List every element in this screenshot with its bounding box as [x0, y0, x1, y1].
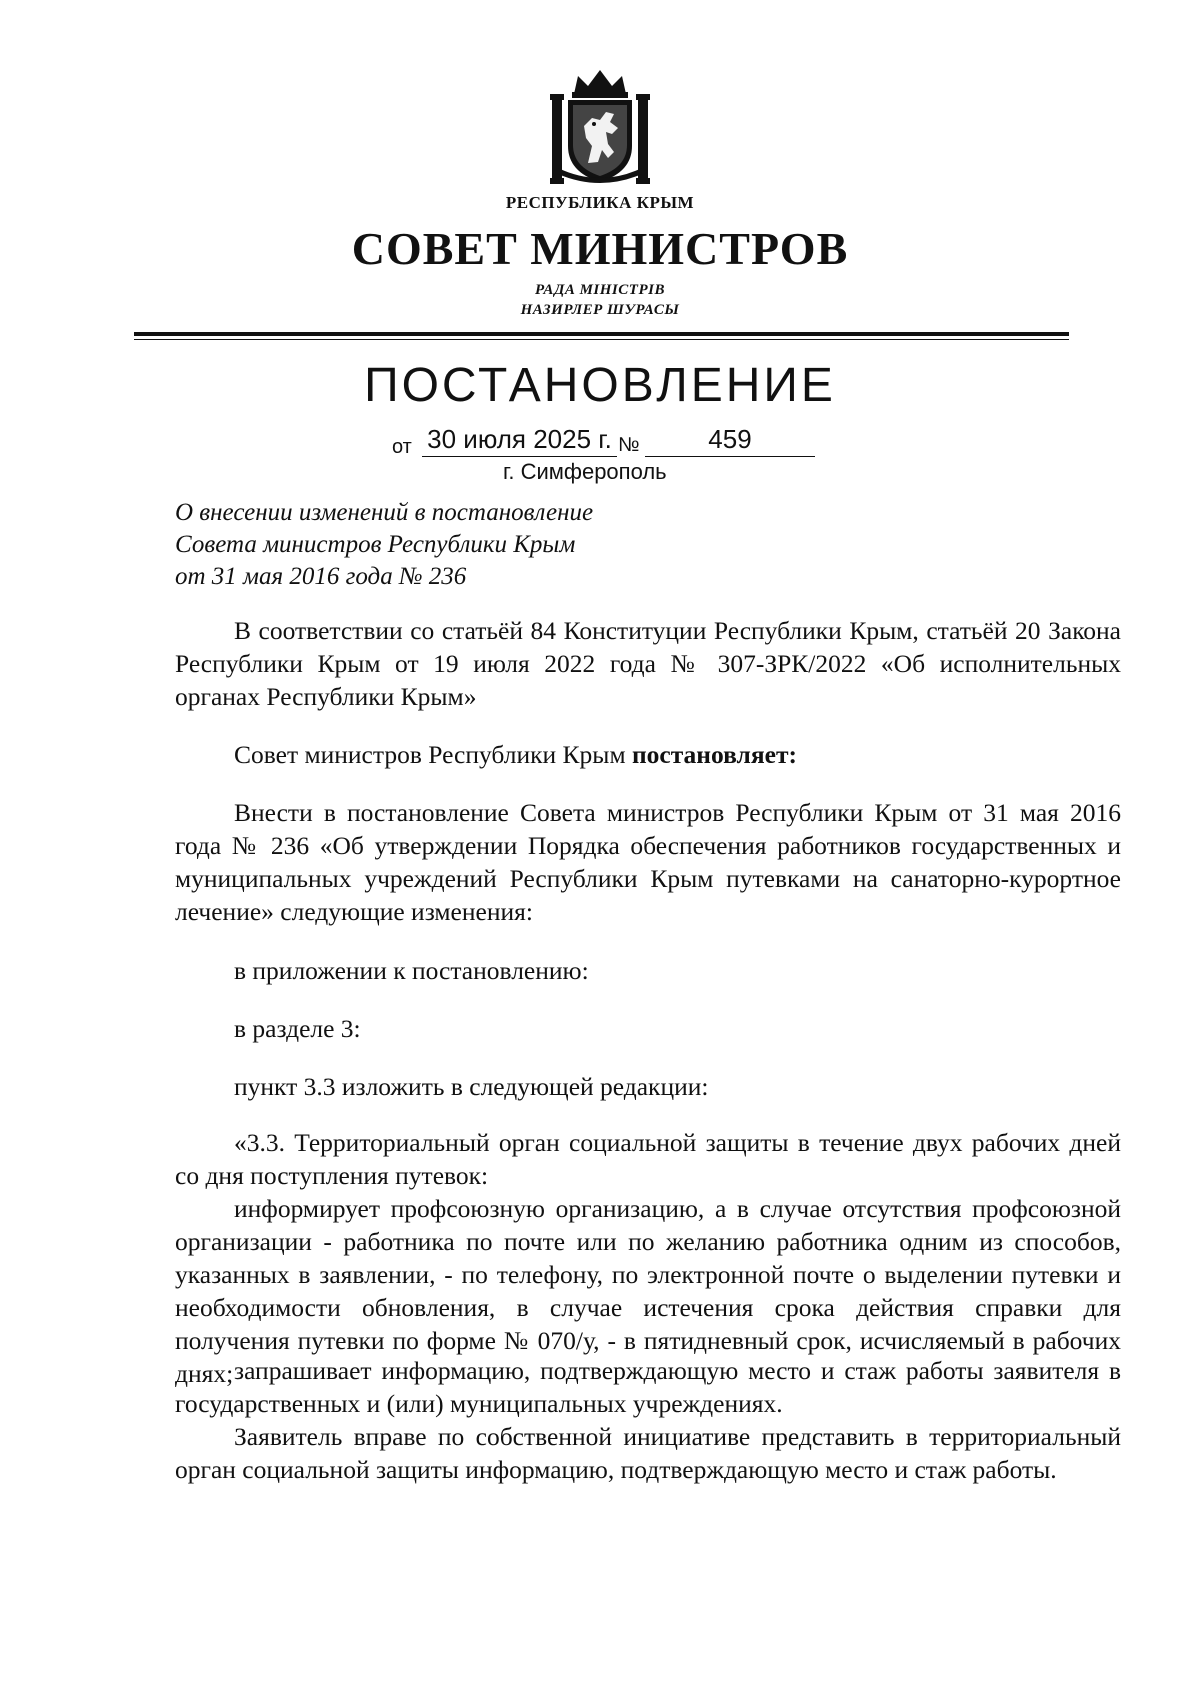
number-sign: №: [618, 434, 640, 456]
date-prefix: от: [392, 436, 412, 458]
document-number: 459: [645, 424, 815, 457]
header-divider-thin: [134, 339, 1069, 340]
document-type-title: ПОСТАНОВЛЕНИЕ: [364, 359, 836, 412]
council-name-crimean-tatar: НАЗИРЛЕР ШУРАСЫ: [520, 302, 680, 318]
paragraph-clause: пункт 3.3 изложить в следующей редакции:: [234, 1072, 709, 1101]
subject-line: О внесении изменений в постановление: [175, 499, 594, 526]
paragraph-clause-3-3: «3.3. Территориальный орган социальной защиты в течение двух рабочих дней со дня поступления путевок:: [175, 1128, 1121, 1190]
paragraph-legal-basis: В соответствии со статьёй 84 Конституции Республики Крым, статьёй 20 Закона Республики Крым от 19 июля 2022 года № 307-ЗРК/2022 «Об исполнительных органах Республики Крым»: [175, 616, 1121, 711]
document-subject: [175, 497, 775, 593]
paragraph-amendment: Внести в постановление Совета министров Республики Крым от 31 мая 2016 года № 236 «Об утверждении Порядка обеспечения работников государственных и муниципальных учреждений Республики Крым путевками на санаторно-курортное лечение» следующие изменения:: [175, 798, 1121, 926]
subject-line: Совета министров Республики Крым: [175, 531, 576, 558]
subject-line: от 31 мая 2016 года № 236: [175, 563, 467, 590]
paragraph-informs: информирует профсоюзную организацию, а в случае отсутствия профсоюзной организации - работника по почте или по желанию работника одним из способов, указанных в заявлении, - по телефону, по электронной почте о выделении путевки и необходимости обновления, в случае истечения срока действия справки для получения путевки по форме № 070/у, - в пятидневный срок, исчисляемый в рабочих днях;: [175, 1194, 1121, 1388]
council-name: СОВЕТ МИНИСТРОВ: [351, 223, 849, 274]
republic-name: РЕСПУБЛИКА КРЫМ: [505, 193, 695, 212]
paragraph-requests: запрашивает информацию, подтверждающую место и стаж работы заявителя в государственных и (или) муниципальных учреждениях.: [175, 1356, 1121, 1418]
header-divider-thick: [134, 332, 1069, 336]
date-number-line: [392, 424, 812, 464]
paragraph-resolves: [175, 738, 1121, 771]
document-date: 30 июля 2025 г.: [422, 424, 617, 457]
council-name-ukrainian: РАДА МІНІСТРІВ: [535, 282, 665, 298]
crimea-coat-of-arms-icon: [548, 68, 652, 186]
city-name: г. Симферополь: [503, 459, 667, 484]
resolves-subject: Совет министров Республики Крым: [234, 740, 626, 769]
paragraph-annex: в приложении к постановлению:: [234, 956, 589, 985]
paragraph-applicant: Заявитель вправе по собственной инициативе представить в территориальный орган социальной защиты информацию, подтверждающую место и стаж работы.: [175, 1422, 1121, 1484]
paragraph-section: в разделе 3:: [234, 1014, 361, 1043]
resolves-keyword: постановляет:: [631, 740, 797, 769]
